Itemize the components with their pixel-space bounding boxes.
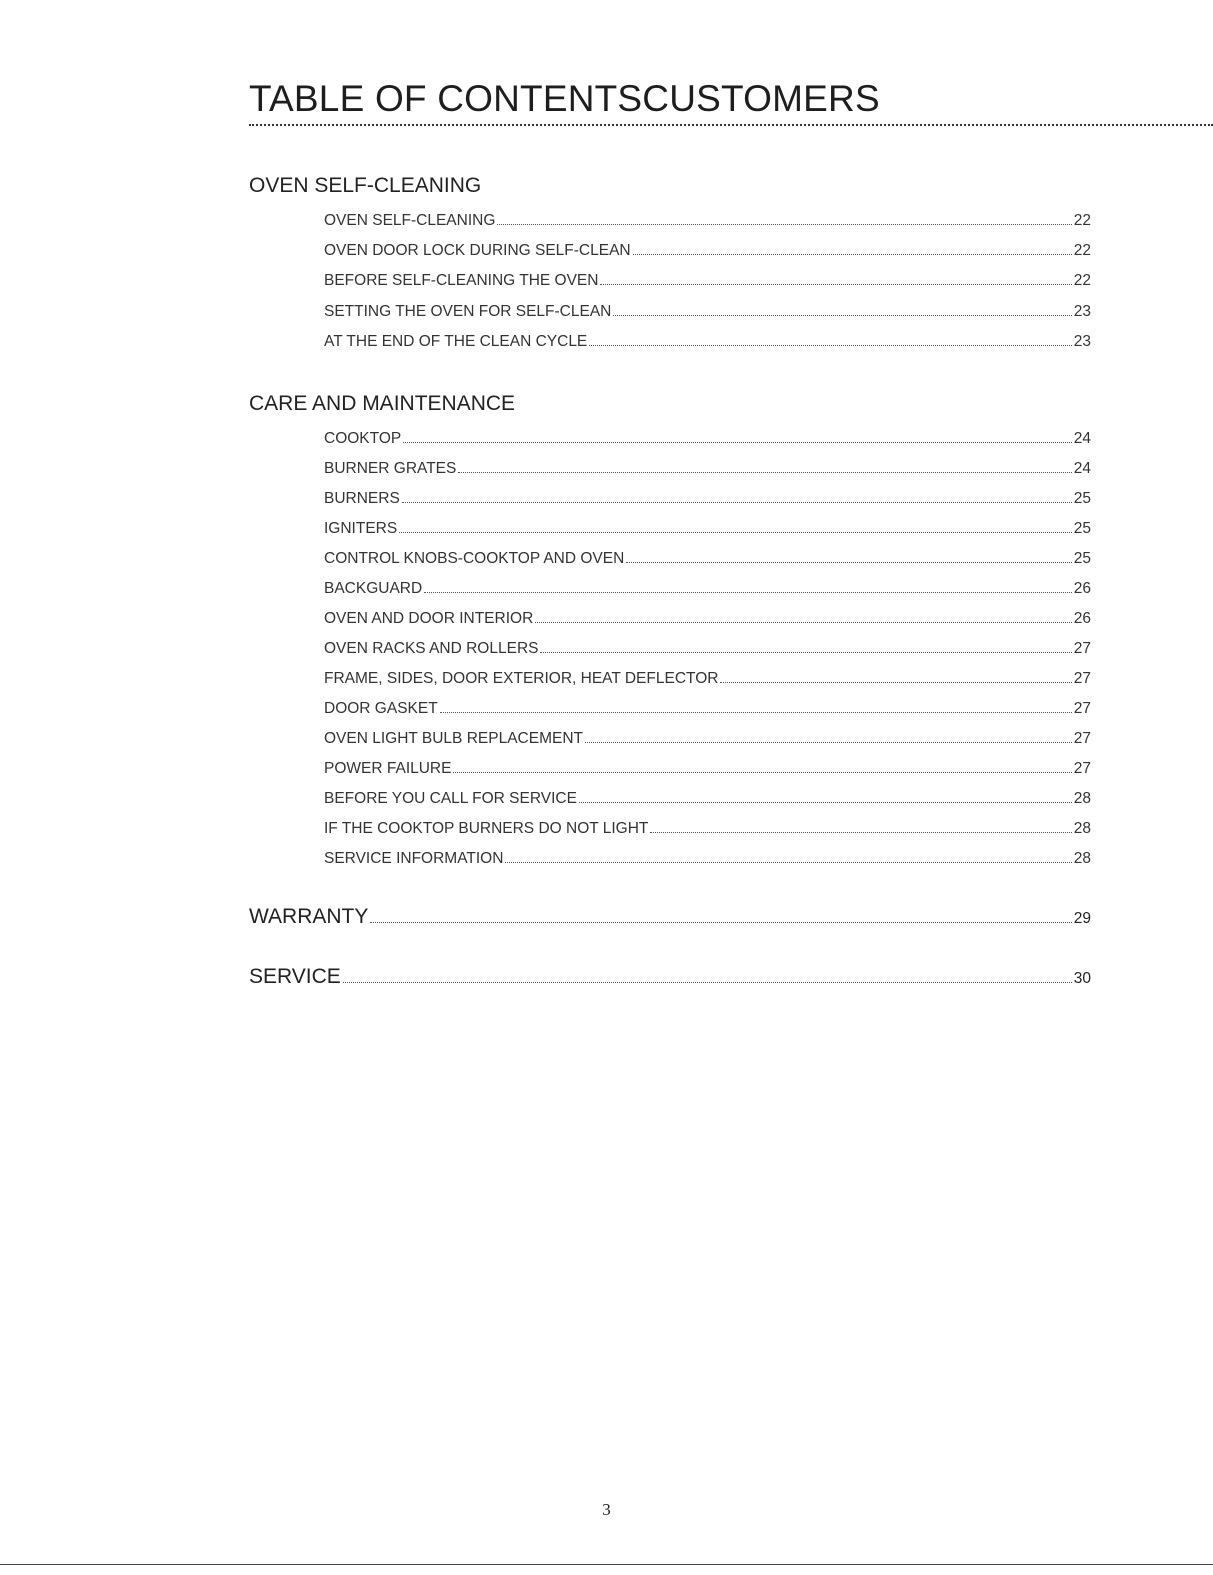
dot-leader [424, 591, 1072, 593]
dot-leader [440, 711, 1072, 713]
dot-leader [626, 561, 1071, 563]
dot-leader [402, 501, 1072, 503]
dot-leader [650, 831, 1071, 833]
toc-entry[interactable] [324, 240, 1091, 262]
dot-leader [589, 344, 1071, 346]
toc-entry-label: COOKTOP [324, 430, 402, 447]
toc-entry[interactable] [324, 848, 1091, 870]
dot-leader [720, 681, 1071, 683]
dot-leader [497, 223, 1071, 225]
bottom-rule [0, 1564, 1213, 1565]
toc-entry-page: 27 [1073, 700, 1091, 717]
toc-title-bar [249, 78, 1213, 126]
dot-leader [399, 531, 1072, 533]
toc-entry-warranty[interactable] [249, 903, 1091, 931]
page-title: TABLE OF CONTENTSCUSTOMERS [249, 78, 880, 119]
toc-entry-label: SERVICE [249, 965, 341, 988]
toc-entry[interactable] [324, 758, 1091, 780]
toc-entry[interactable] [324, 488, 1091, 510]
toc-entry-page: 28 [1073, 790, 1091, 807]
dot-leader [633, 253, 1072, 255]
dot-leader [585, 741, 1072, 743]
dot-leader [613, 314, 1071, 316]
dot-leader [600, 283, 1071, 285]
toc-entry-label: OVEN DOOR LOCK DURING SELF-CLEAN [324, 242, 631, 259]
toc-entry-label: AT THE END OF THE CLEAN CYCLE [324, 333, 588, 350]
toc-entry-label: FRAME, SIDES, DOOR EXTERIOR, HEAT DEFLECTOR [324, 670, 719, 687]
toc-entry[interactable] [324, 210, 1091, 232]
toc-entry-page: 22 [1073, 242, 1091, 259]
toc-entry-label: POWER FAILURE [324, 760, 452, 777]
toc-entry-label: BEFORE SELF-CLEANING THE OVEN [324, 272, 599, 289]
toc-entry-page: 24 [1073, 460, 1091, 477]
toc-entry-label: BEFORE YOU CALL FOR SERVICE [324, 790, 577, 807]
dot-leader [505, 861, 1071, 863]
dot-leader [343, 981, 1072, 983]
toc-entry-page: 28 [1073, 850, 1091, 867]
toc-entry-label: IGNITERS [324, 520, 398, 537]
toc-entry-page: 29 [1073, 910, 1091, 927]
dot-leader [579, 801, 1072, 803]
toc-entry[interactable] [324, 428, 1091, 450]
toc-entry-label: OVEN RACKS AND ROLLERS [324, 640, 539, 657]
toc-entry-label: SERVICE INFORMATION [324, 850, 504, 867]
toc-entry[interactable] [324, 578, 1091, 600]
toc-entry-page: 27 [1073, 730, 1091, 747]
toc-entry[interactable] [324, 818, 1091, 840]
toc-entry[interactable] [324, 728, 1091, 750]
dot-leader [453, 771, 1071, 773]
toc-entry-page: 22 [1073, 212, 1091, 229]
section-heading-care-and-maintenance: CARE AND MAINTENANCE [249, 392, 516, 415]
toc-entry-service[interactable] [249, 963, 1091, 991]
page-number: 3 [602, 1500, 611, 1519]
toc-entry-page: 25 [1073, 490, 1091, 507]
toc-entry[interactable] [324, 458, 1091, 480]
toc-entry[interactable] [324, 668, 1091, 690]
toc-entry[interactable] [324, 608, 1091, 630]
toc-entry-label: IF THE COOKTOP BURNERS DO NOT LIGHT [324, 820, 649, 837]
toc-entry-page: 30 [1073, 970, 1091, 987]
dot-leader [535, 621, 1071, 623]
toc-entry-page: 28 [1073, 820, 1091, 837]
toc-entry-page: 23 [1073, 333, 1091, 350]
toc-entry[interactable] [324, 270, 1091, 292]
toc-entry-label: BURNERS [324, 490, 400, 507]
toc-entry[interactable] [324, 548, 1091, 570]
toc-entry-label: BACKGUARD [324, 580, 423, 597]
toc-entry-label: DOOR GASKET [324, 700, 438, 717]
toc-entry-page: 25 [1073, 550, 1091, 567]
dot-leader [458, 471, 1071, 473]
dot-leader [540, 651, 1071, 653]
toc-entry[interactable] [324, 301, 1091, 323]
toc-entry[interactable] [324, 331, 1091, 353]
toc-entry-page: 24 [1073, 430, 1091, 447]
toc-entry-label: BURNER GRATES [324, 460, 457, 477]
section-heading-oven-self-cleaning: OVEN SELF-CLEANING [249, 174, 482, 197]
toc-entry-page: 26 [1073, 580, 1091, 597]
toc-entry[interactable] [324, 638, 1091, 660]
toc-entry-page: 26 [1073, 610, 1091, 627]
toc-entry-label: OVEN AND DOOR INTERIOR [324, 610, 534, 627]
toc-entry-page: 27 [1073, 670, 1091, 687]
toc-entry[interactable] [324, 518, 1091, 540]
toc-entry-label: OVEN LIGHT BULB REPLACEMENT [324, 730, 583, 747]
toc-entry-label: SETTING THE OVEN FOR SELF-CLEAN [324, 303, 612, 320]
toc-entry-page: 22 [1073, 272, 1091, 289]
toc-entry[interactable] [324, 788, 1091, 810]
toc-entry-label: OVEN SELF-CLEANING [324, 212, 496, 229]
toc-entry[interactable] [324, 698, 1091, 720]
dot-leader [370, 921, 1071, 923]
toc-entry-page: 27 [1073, 760, 1091, 777]
toc-entry-page: 27 [1073, 640, 1091, 657]
toc-entry-label: WARRANTY [249, 905, 369, 928]
toc-entry-label: CONTROL KNOBS-COOKTOP AND OVEN [324, 550, 625, 567]
toc-entry-page: 25 [1073, 520, 1091, 537]
toc-entry-page: 23 [1073, 303, 1091, 320]
dot-leader [403, 441, 1072, 443]
